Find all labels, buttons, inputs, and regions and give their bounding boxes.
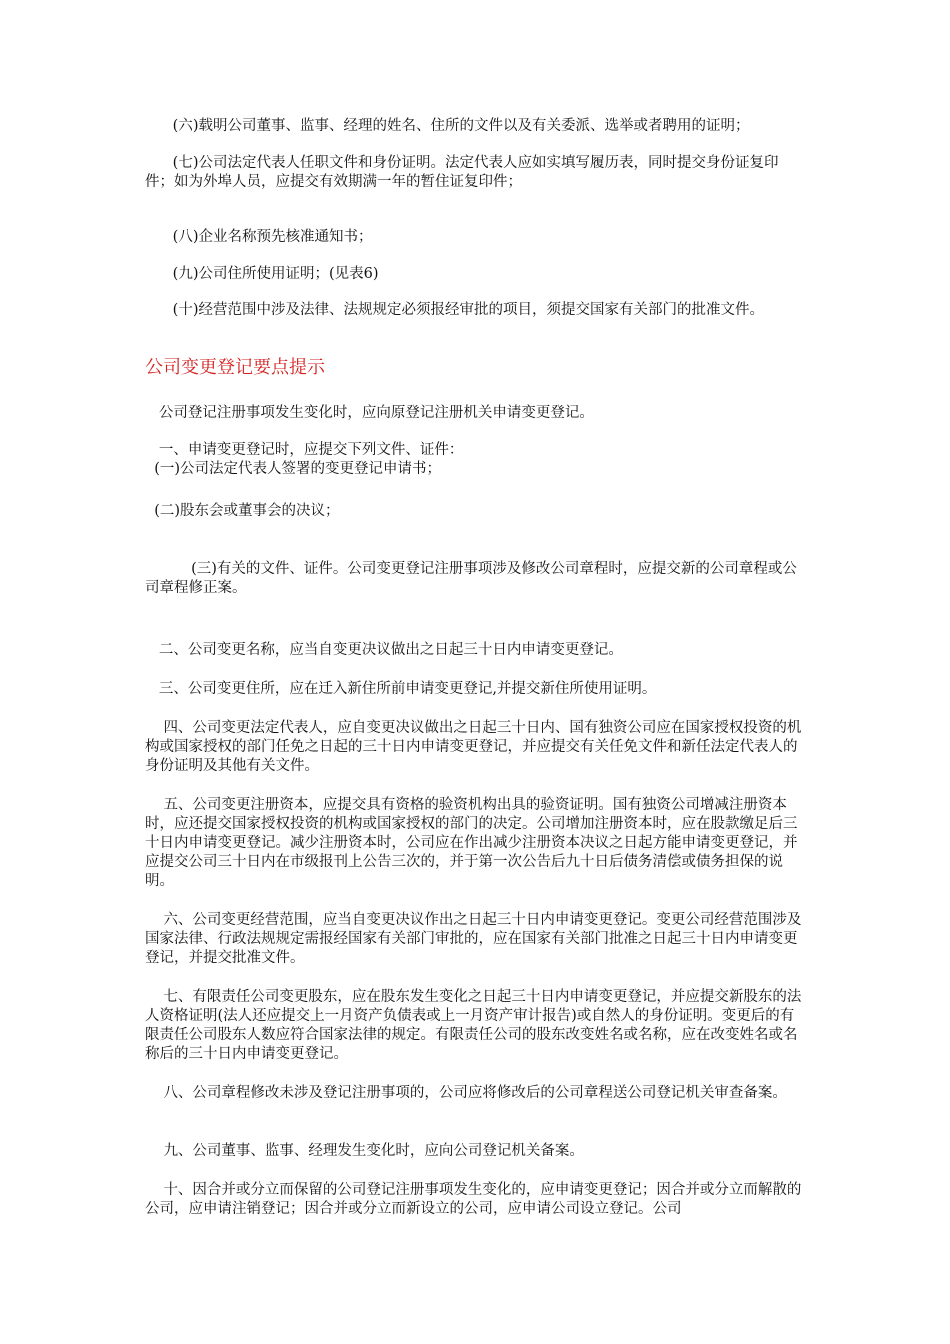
item-1-heading: 一、申请变更登记时，应提交下列文件、证件： xyxy=(145,442,464,458)
paragraph-item-7: (七)公司法定代表人任职文件和身份证明。法定代表人应如实填写履历表，同时提交身份证复印件；如为外埠人员，应提交有效期满一年的暂住证复印件； xyxy=(145,155,779,190)
item-7: 七、有限责任公司变更股东，应在股东发生变化之日起三十日内申请变更登记，并应提交新股东的法人资格证明(法人还应提交上一月资产负债表或上一月资产审计报告)或自然人的身份证明。变更后的有限责任公司股东人数应符合国家法律的规定。有限责任公司的股东改变姓名或名称，应在改变姓名或名称后的三十日内申请变更登记。 xyxy=(145,989,802,1062)
item-5: 五、公司变更注册资本，应提交具有资格的验资机构出具的验资证明。国有独资公司增减注册资本时，应还提交国家授权投资的机构或国家授权的部门的决定。公司增加注册资本时，应在股款缴足后三十日内申请变更登记。减少注册资本时，公司应在作出减少注册资本决议之日起方能申请变更登记，并应提交公司三十日内在市级报刊上公告三次的，并于第一次公告后九十日后债务清偿或债务担保的说明。 xyxy=(145,797,798,889)
paragraph-item-6: (六)载明公司董事、监事、经理的姓名、住所的文件以及有关委派、选举或者聘用的证明； xyxy=(145,118,750,134)
item-8: 八、公司章程修改未涉及登记注册事项的，公司应将修改后的公司章程送公司登记机关审查备案。 xyxy=(145,1085,787,1101)
item-2: 二、公司变更名称，应当自变更决议做出之日起三十日内申请变更登记。 xyxy=(145,642,623,658)
intro-paragraph: 公司登记注册事项发生变化时，应向原登记注册机关申请变更登记。 xyxy=(145,405,594,421)
paragraph-item-8: (八)企业名称预先核准通知书； xyxy=(145,229,373,245)
paragraph-item-9: (九)公司住所使用证明；(见表6) xyxy=(145,266,379,282)
item-9: 九、公司董事、监事、经理发生变化时，应向公司登记机关备案。 xyxy=(145,1143,584,1159)
item-1-sub-1: (一)公司法定代表人签署的变更登记申请书； xyxy=(145,461,442,477)
item-10: 十、因合并或分立而保留的公司登记注册事项发生变化的，应申请变更登记；因合并或分立而解散的公司，应申请注销登记；因合并或分立而新设立的公司，应申请公司设立登记。公司 xyxy=(145,1182,802,1217)
item-1-sub-3: (三)有关的文件、证件。公司变更登记注册事项涉及修改公司章程时，应提交新的公司章程或公司章程修正案。 xyxy=(145,561,797,596)
item-3: 三、公司变更住所，应在迁入新住所前申请变更登记,并提交新住所使用证明。 xyxy=(145,681,657,697)
item-4: 四、公司变更法定代表人，应自变更决议做出之日起三十日内、国有独资公司应在国家授权投资的机构或国家授权的部门任免之日起的三十日内申请变更登记，并应提交有关任免文件和新任法定代表人的身份证明及其他有关文件。 xyxy=(145,720,802,774)
item-1-sub-2: (二)股东会或董事会的决议； xyxy=(145,503,340,519)
section-heading: 公司变更登记要点提示 xyxy=(145,357,325,378)
item-6: 六、公司变更经营范围，应当自变更决议作出之日起三十日内申请变更登记。变更公司经营范围涉及国家法律、行政法规规定需报经国家有关部门审批的，应在国家有关部门批准之日起三十日内申请变更登记，并提交批准文件。 xyxy=(145,912,802,966)
paragraph-item-10: (十)经营范围中涉及法律、法规规定必须报经审批的项目，须提交国家有关部门的批准文件。 xyxy=(145,302,764,318)
